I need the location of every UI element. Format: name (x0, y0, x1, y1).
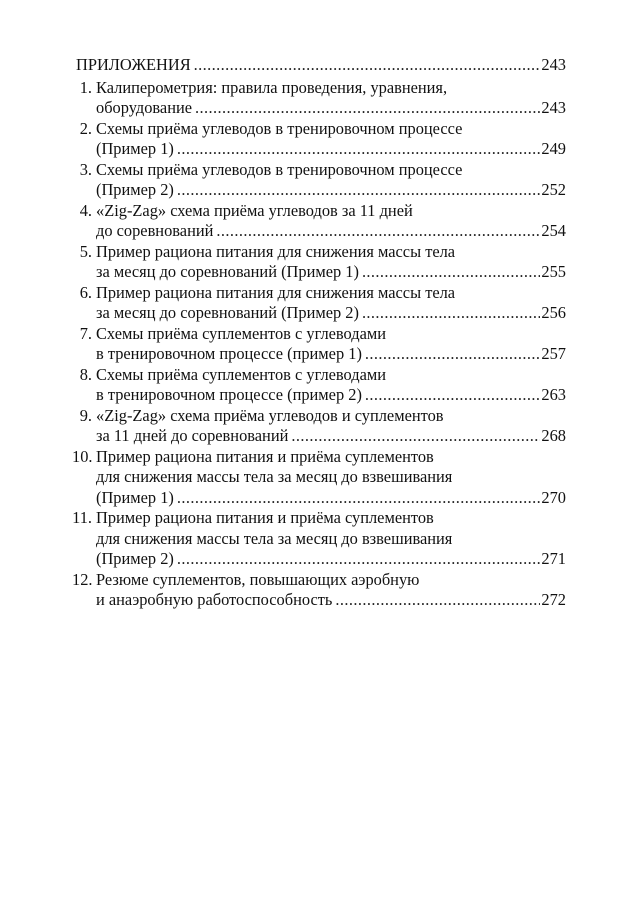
entry-title-continued: (Пример 2) (96, 549, 174, 568)
entry-title-continued: за месяц до соревнований (Пример 2) (96, 303, 359, 322)
entry-line (72, 488, 566, 509)
entry-number: 5. (79, 241, 92, 261)
entry-title: Пример рациона питания и приёма суплементов (96, 508, 434, 527)
entry-line (72, 180, 566, 201)
entry-line (72, 344, 566, 365)
entry-line (72, 201, 566, 222)
entry-line (72, 406, 566, 427)
entry-title: Пример рациона питания для снижения массы тела (96, 241, 456, 261)
entry-line (72, 98, 566, 119)
entry-title: Схемы приёма суплементов с углеводами (96, 364, 387, 384)
entry-line (72, 385, 566, 406)
toc-entry[interactable] (72, 365, 566, 406)
entry-line (72, 119, 566, 140)
dot-leader (194, 55, 541, 76)
entry-title-continued: для снижения массы тела за месяц до взвешивания (96, 528, 453, 548)
toc-entry[interactable] (72, 242, 566, 283)
dot-leader (195, 98, 540, 119)
entry-title: Резюме суплементов, повышающих аэробную (96, 569, 420, 589)
entry-title-continued: и анаэробную работоспособность (96, 590, 333, 609)
entry-line (72, 447, 566, 468)
entry-number: 6. (79, 282, 92, 302)
entry-number: 3. (79, 159, 92, 179)
entry-line (72, 549, 566, 570)
entry-line (72, 303, 566, 324)
entry-line (72, 467, 566, 488)
toc-entry[interactable] (72, 201, 566, 242)
toc-entry[interactable] (72, 447, 566, 509)
page-number: 257 (541, 344, 566, 363)
page-number: 254 (541, 221, 566, 240)
entry-line (72, 529, 566, 550)
entry-line (72, 139, 566, 160)
entry-title-continued: для снижения массы тела за месяц до взвешивания (96, 467, 453, 486)
page-number: 270 (541, 487, 566, 507)
dot-leader (291, 426, 540, 447)
page-number: 255 (541, 262, 566, 281)
entry-number: 2. (79, 118, 92, 138)
entry-line (72, 365, 566, 386)
page-number: 252 (541, 180, 566, 199)
dot-leader (177, 549, 541, 570)
entry-title: Схемы приёма углеводов в тренировочном процессе (96, 118, 463, 138)
entry-line (72, 426, 566, 447)
toc-entry[interactable] (72, 283, 566, 324)
toc-entry[interactable] (72, 160, 566, 201)
entry-title: «Zig-Zag» схема приёма углеводов и суплементов (96, 405, 444, 425)
entry-title: Схемы приёма суплементов с углеводами (96, 323, 387, 343)
dot-leader (335, 590, 540, 611)
entry-title-continued: оборудование (96, 98, 193, 117)
entry-number: 11. (72, 508, 92, 527)
entry-number: 12. (72, 569, 93, 589)
entry-line (72, 590, 566, 611)
entry-line (72, 160, 566, 181)
entry-title: Схемы приёма углеводов в тренировочном процессе (96, 159, 463, 179)
toc-header (72, 55, 566, 76)
entry-number: 4. (79, 200, 92, 220)
dot-leader (177, 139, 541, 160)
page-number: 272 (541, 590, 566, 609)
dot-leader (362, 262, 540, 283)
toc-entry[interactable] (72, 324, 566, 365)
entry-title-continued: за 11 дней до соревнований (96, 426, 289, 445)
entry-title-continued: за месяц до соревнований (Пример 1) (96, 262, 359, 281)
entry-number: 9. (79, 405, 92, 425)
entry-line (72, 78, 566, 99)
entry-number: 10. (72, 446, 93, 466)
entry-number: 7. (79, 323, 92, 343)
entry-title-continued: (Пример 1) (96, 487, 174, 507)
toc-entry[interactable] (72, 119, 566, 160)
entry-line (72, 570, 566, 591)
entry-title-continued: до соревнований (96, 221, 214, 240)
dot-leader (177, 180, 541, 201)
entry-title: Пример рациона питания и приёма суплементов (96, 446, 434, 466)
dot-leader (362, 303, 540, 324)
entry-title-continued: (Пример 2) (96, 180, 174, 199)
dot-leader (365, 344, 541, 365)
entry-title-continued: в тренировочном процессе (пример 2) (96, 385, 362, 404)
section-title: ПРИЛОЖЕНИЯ (76, 55, 191, 74)
entry-line (72, 508, 566, 529)
dot-leader (365, 385, 541, 406)
entry-title: Пример рациона питания для снижения массы тела (96, 282, 456, 302)
entry-number: 8. (79, 364, 92, 384)
entry-line (72, 324, 566, 345)
page-number: 271 (541, 549, 566, 568)
toc-entry[interactable] (72, 570, 566, 611)
toc-entry[interactable] (72, 78, 566, 119)
table-of-contents (72, 55, 566, 611)
toc-entry[interactable] (72, 508, 566, 570)
dot-leader (216, 221, 540, 242)
entry-line (72, 262, 566, 283)
toc-entry[interactable] (72, 406, 566, 447)
dot-leader (177, 488, 541, 509)
entry-line (72, 283, 566, 304)
entry-title: Калиперометрия: правила проведения, уравнения, (96, 77, 448, 97)
page-number: 249 (541, 139, 566, 158)
entry-title-continued: в тренировочном процессе (пример 1) (96, 344, 362, 363)
page-number: 263 (541, 385, 566, 404)
page-number: 268 (541, 426, 566, 445)
entry-title-continued: (Пример 1) (96, 139, 174, 158)
entry-line (72, 221, 566, 242)
page-number: 243 (541, 55, 566, 74)
entry-number: 1. (79, 77, 92, 97)
page-number: 243 (541, 98, 566, 117)
page-number: 256 (541, 303, 566, 322)
entry-title: «Zig-Zag» схема приёма углеводов за 11 дней (96, 200, 413, 220)
entry-line (72, 242, 566, 263)
